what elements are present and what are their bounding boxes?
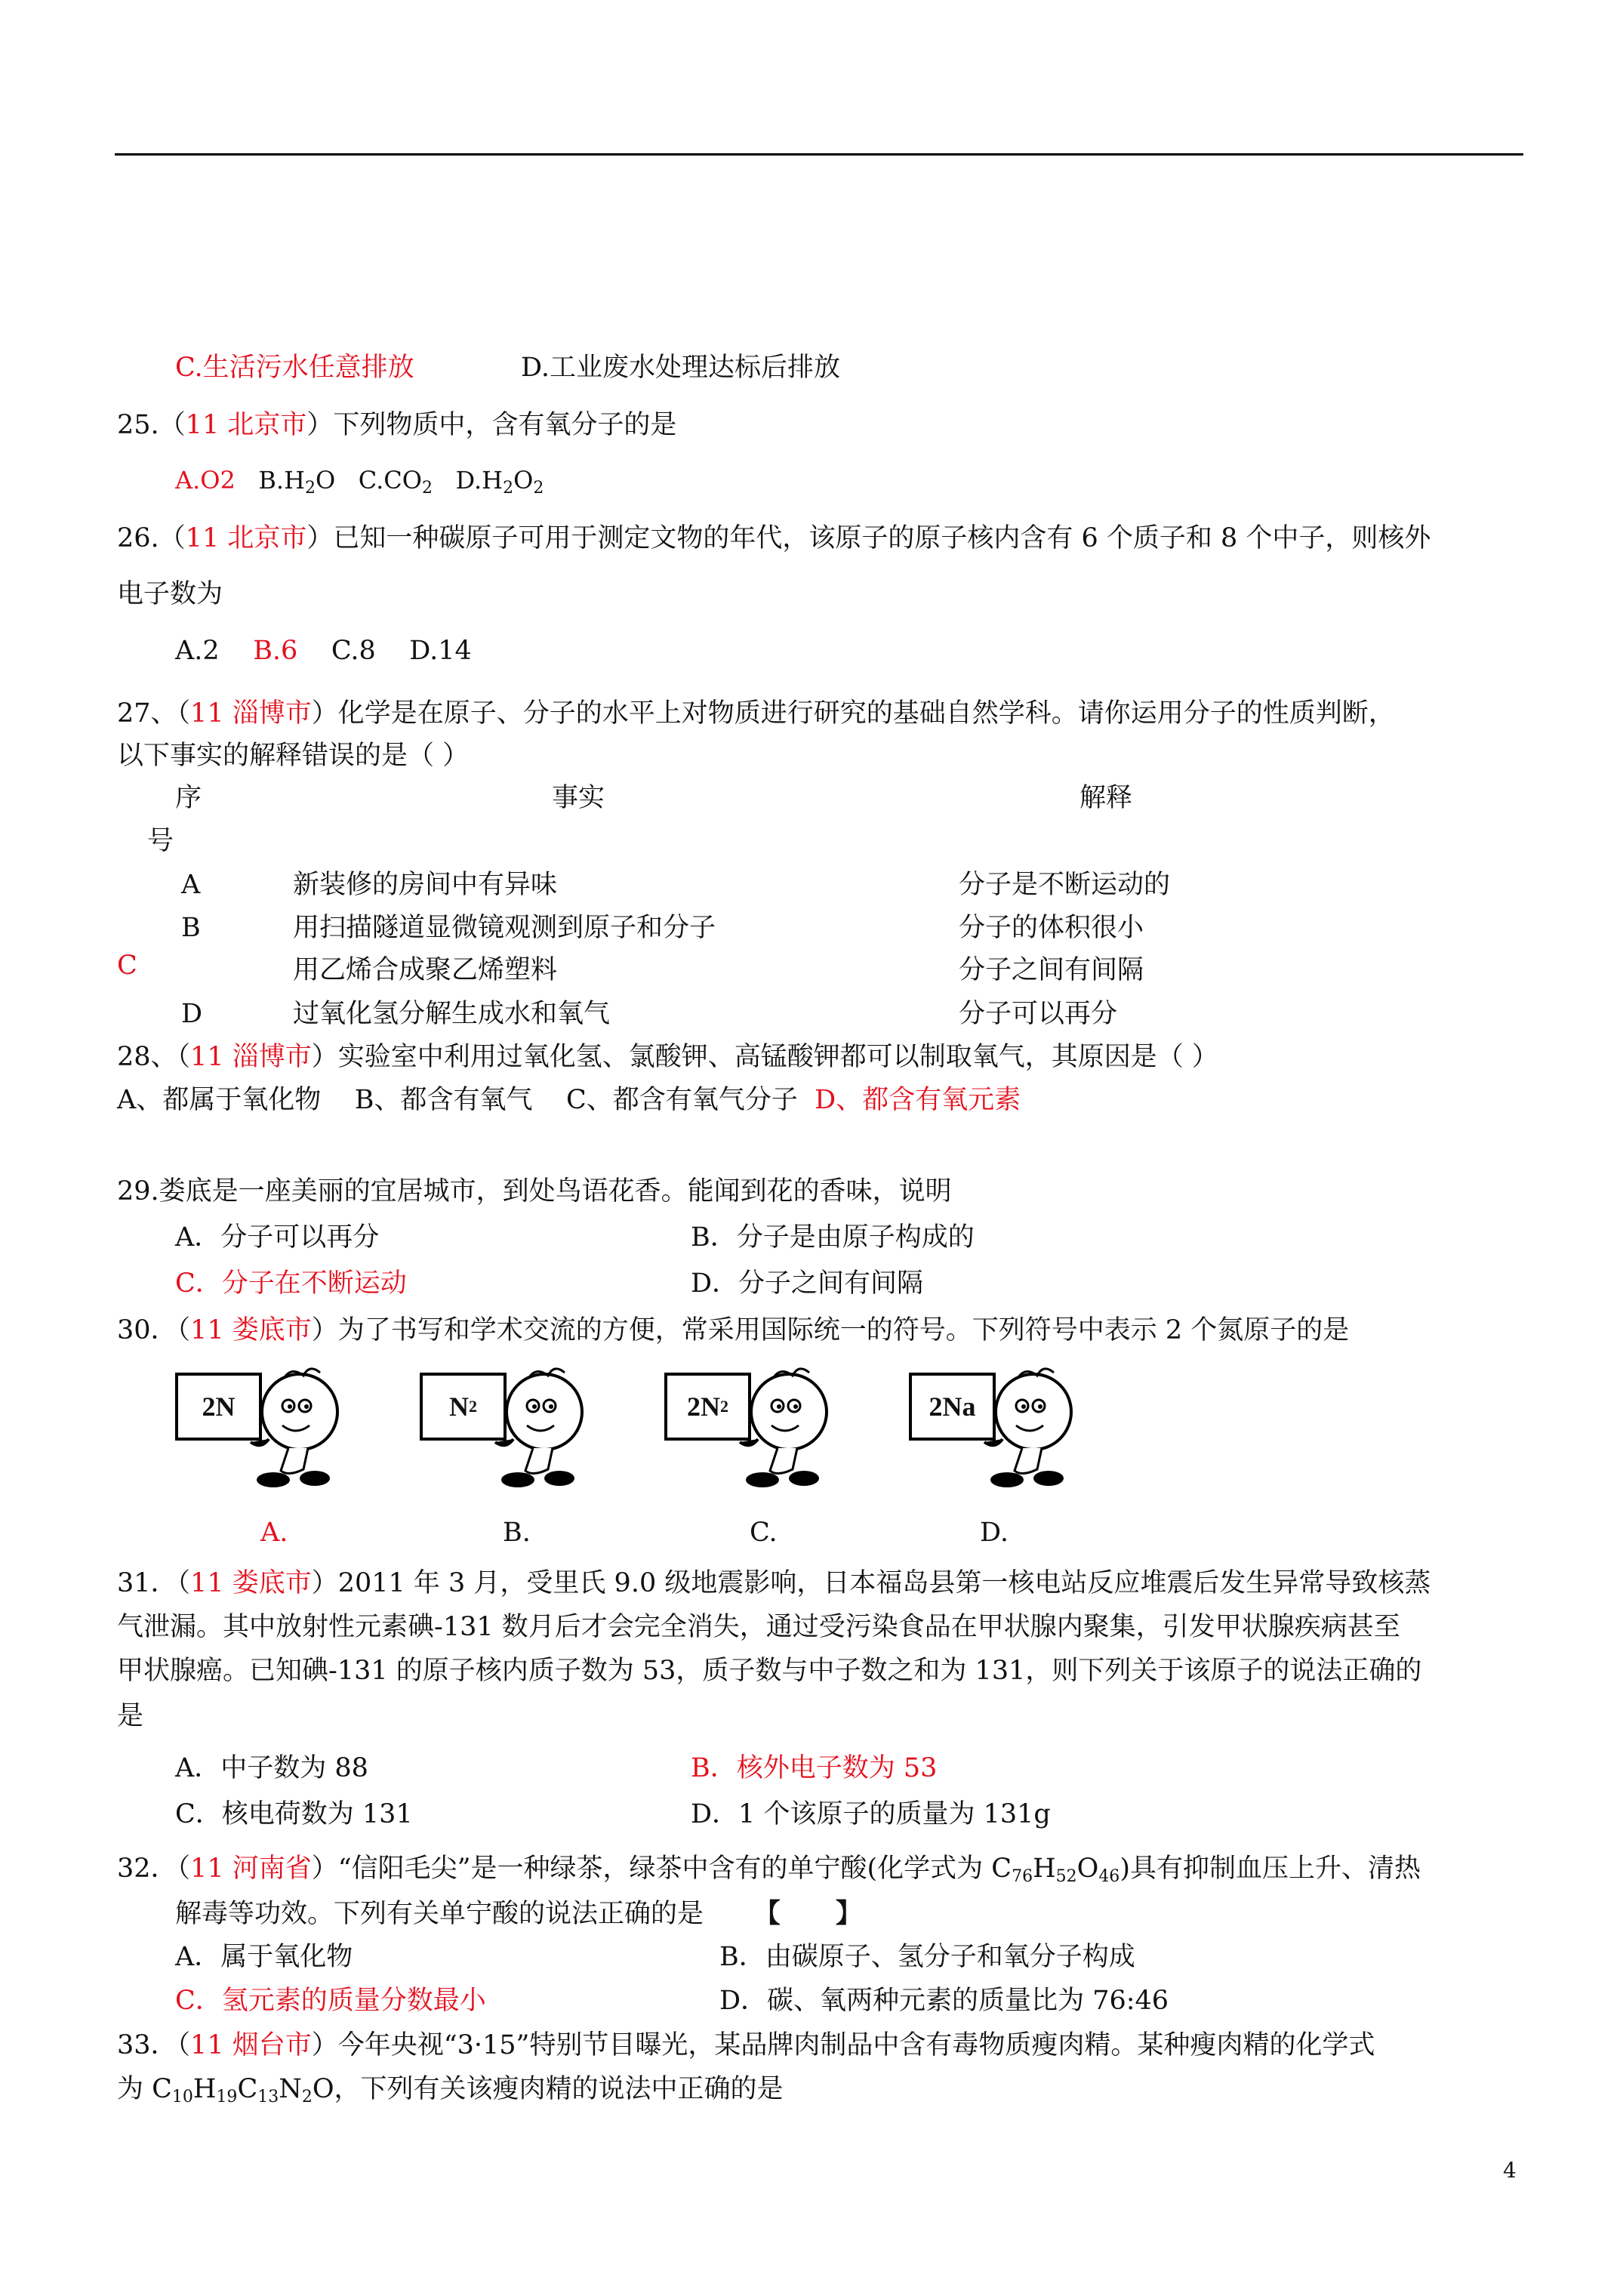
mascot-sign-2n: [175, 1373, 387, 1486]
option-a: A．分子可以再分: [175, 1222, 380, 1253]
option-c: C.: [750, 1518, 778, 1548]
table-row-fact: 新装修的房间中有异味: [293, 870, 558, 900]
option-d: D．分子之间有间隔: [691, 1268, 924, 1299]
source-label: 11 娄底市: [190, 1568, 312, 1598]
source-label: 11 河南省: [190, 1854, 312, 1884]
question-33-cont: 为 $C_{10}H_{19}C_{13}N_2O$，下列有关该瘦肉精的说法中正确的是: [117, 2074, 784, 2106]
question-26-options: A.2 B.6 C.8 D.14: [175, 636, 472, 666]
table-row-explanation: 分子之间有间隔: [959, 955, 1144, 985]
source-label: 11 娄底市: [190, 1315, 312, 1345]
table-header-seq: 序: [175, 783, 202, 813]
table-header-fact: 事实: [552, 783, 605, 813]
option-d: D．碳、氧两种元素的质量比为 76:46: [719, 1986, 1169, 2016]
table-row-explanation: 分子是不断运动的: [959, 870, 1171, 900]
question-31-cont: 甲状腺癌。已知碘-131 的原子核内质子数为 53，质子数与中子数之和为 131，则下列关于该原子的说法正确的: [117, 1656, 1422, 1686]
table-row-explanation: 分子的体积很小: [959, 913, 1144, 943]
option-b: B．由碳原子、氢分子和氧分子构成: [719, 1942, 1135, 1972]
table-row-fact: 过氧化氢分解生成水和氧气: [293, 999, 611, 1029]
table-header-explanation: 解释: [1079, 783, 1133, 813]
answer-option: D、都含有氧元素: [815, 1085, 1021, 1115]
table-row-letter: B: [181, 913, 201, 943]
option-c: C．核电荷数为 131: [175, 1799, 413, 1829]
source-label: 11 北京市: [185, 410, 307, 440]
cartoon-character-icon: [220, 1367, 387, 1495]
question-31-cont: 气泄漏。其中放射性元素碘-131 数月后才会完全消失，通过受污染食品在甲状腺内聚集，引发甲状腺疾病甚至: [117, 1612, 1400, 1642]
cartoon-character-icon: [954, 1367, 1120, 1495]
question-33: 33．（11 烟台市）今年央视“3·15”特别节目曝光，某品牌肉制品中含有毒物质瘦肉精。某种瘦肉精的化学式: [117, 2030, 1375, 2060]
table-row-fact: 用扫描隧道显微镜观测到原子和分子: [293, 913, 716, 943]
symbol-box: N 2: [420, 1373, 507, 1441]
option-c-answer: C．分子在不断运动: [175, 1268, 407, 1299]
question-26-cont: 电子数为: [117, 579, 223, 609]
option-a: A．中子数为 88: [175, 1753, 368, 1783]
question-31-cont: 是: [117, 1701, 144, 1731]
source-label: 11 淄博市: [190, 1042, 312, 1072]
question-31: 31．（11 娄底市）2011 年 3 月，受里氏 9.0 级地震影响，日本福岛县第一核电站反应堆震后发生异常导致核蒸: [117, 1568, 1431, 1598]
option-b: B.: [503, 1518, 531, 1548]
source-label: 11 烟台市: [190, 2030, 312, 2060]
question-27-cont: 以下事实的解释错误的是（ ）: [117, 741, 470, 771]
question-29: 29.娄底是一座美丽的宜居城市，到处鸟语花香。能闻到花的香味，说明: [117, 1176, 952, 1207]
answer-bracket: 【 】: [753, 1898, 862, 1929]
question-32: 32．（11 河南省）“信阳毛尖”是一种绿茶，绿茶中含有的单宁酸(化学式为 $C_{76}H_{52}O_{46}$)具有抑制血压上升、清热: [117, 1854, 1421, 1886]
option-b: B．分子是由原子构成的: [691, 1222, 975, 1253]
answer-option: A.O2: [175, 466, 236, 495]
option-c-answer: C.生活污水任意排放: [175, 353, 414, 383]
question-32-cont: 解毒等功效。下列有关单宁酸的说法正确的是 【 】: [175, 1898, 862, 1929]
answer-option: B.6: [253, 636, 298, 666]
option-a: A．属于氧化物: [175, 1942, 353, 1972]
table-header-seq-2: 号: [147, 826, 174, 856]
cartoon-character-icon: [465, 1367, 631, 1495]
symbol-box: 2N 2: [664, 1373, 751, 1441]
table-row-letter: A: [181, 870, 201, 900]
cartoon-character-icon: [710, 1367, 876, 1495]
question-26: 26.（11 北京市）已知一种碳原子可用于测定文物的年代，该原子的原子核内含有 6 个质子和 8 个中子，则核外: [117, 523, 1431, 553]
question-30: 30．（11 娄底市）为了书写和学术交流的方便，常采用国际统一的符号。下列符号中表示 2 个氮原子的是: [117, 1315, 1350, 1345]
table-row-explanation: 分子可以再分: [959, 999, 1118, 1029]
mascot-sign-n2: [420, 1373, 631, 1486]
table-row-fact: 用乙烯合成聚乙烯塑料: [293, 955, 558, 985]
source-label: 11 淄博市: [190, 698, 312, 729]
option-a-answer: A.: [260, 1518, 288, 1548]
mascot-sign-2na: [909, 1373, 1120, 1486]
option-d: D.: [980, 1518, 1009, 1548]
question-28-options: A、都属于氧化物 B、都含有氧气 C、都含有氧气分子 D、都含有氧元素: [117, 1085, 1021, 1115]
option-b-answer: B．核外电子数为 53: [691, 1753, 938, 1783]
question-25: 25.（11 北京市）下列物质中，含有氧分子的是: [117, 410, 677, 440]
table-row-letter-answer: C: [117, 951, 137, 981]
question-28: 28、（11 淄博市）实验室中利用过氧化氢、氯酸钾、高锰酸钾都可以制取氧气，其原因是（ ）: [117, 1042, 1218, 1072]
symbol-box: 2N: [175, 1373, 262, 1441]
option-d: D.工业废水处理达标后排放: [521, 353, 840, 383]
header-rule: [115, 153, 1523, 156]
symbol-box: 2Na: [909, 1373, 996, 1441]
table-row-letter: D: [181, 999, 203, 1029]
option-d: D．1 个该原子的质量为 131g: [691, 1799, 1051, 1829]
page-number: 4: [1503, 2158, 1517, 2183]
question-27: 27、（11 淄博市）化学是在原子、分子的水平上对物质进行研究的基础自然学科。请你运用分子的性质判断，: [117, 698, 1395, 729]
question-25-options: A.O2 $B.H_2O$ $C.CO_2$ $D.H_2O_2$: [175, 466, 544, 498]
mascot-sign-2n2: [664, 1373, 876, 1486]
source-label: 11 北京市: [185, 523, 307, 553]
option-c-answer: C．氢元素的质量分数最小: [175, 1986, 486, 2016]
